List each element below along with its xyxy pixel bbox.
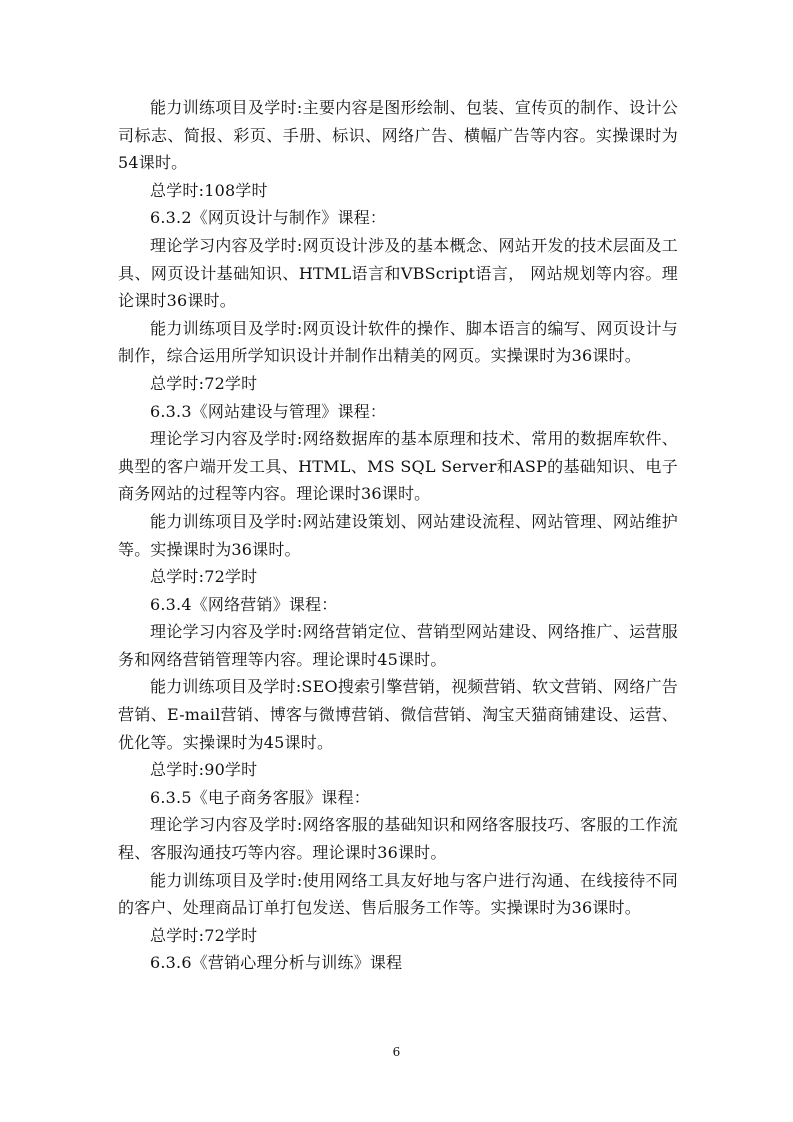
paragraph-network-marketing-total: 总学时:90学时 — [150, 760, 258, 780]
paragraph-website-building-total: 总学时:72学时 — [150, 567, 258, 587]
paragraph-network-marketing-theory: 理论学习内容及学时:网络营销定位、营销型网站建设、网络推广、运营服务和网络营销管理等内容。理论课时45课时。 — [118, 622, 678, 669]
paragraph-network-marketing-practice: 能力训练项目及学时:SEO搜索引擎营销，视频营销、软文营销、网络广告营销、E-mail营销、博客与微博营销、微信营销、淘宝天猫商铺建设、运营、优化等。实操课时为45课时。 — [118, 677, 678, 752]
heading-course-ecommerce-service: 6.3.5《电子商务客服》课程： — [150, 787, 370, 807]
paragraph-course-1-total: 总学时:108学时 — [150, 180, 268, 200]
paragraph-web-design-total: 总学时:72学时 — [150, 373, 258, 393]
paragraph-web-design-theory: 理论学习内容及学时:网页设计涉及的基本概念、网站开发的技术层面及工具、网页设计基础知识、HTML语言和VBScript语言， 网站规划等内容。理论课时36课时。 — [118, 235, 678, 311]
paragraph-web-design-practice: 能力训练项目及学时:网页设计软件的操作、脚本语言的编写、网页设计与制作，综合运用所学知识设计并制作出精美的网页。实操课时为36课时。 — [118, 318, 678, 366]
heading-course-marketing-psychology: 6.3.6《营销心理分析与训练》课程 — [150, 953, 403, 973]
paragraph-ecommerce-service-theory: 理论学习内容及学时:网络客服的基础知识和网络客服技巧、客服的工作流程、客服沟通技巧等内容。理论课时36课时。 — [118, 815, 678, 863]
heading-course-network-marketing: 6.3.4《网络营销》课程： — [150, 594, 338, 614]
heading-course-web-design: 6.3.2《网页设计与制作》课程： — [150, 208, 387, 228]
heading-course-website-building: 6.3.3《网站建设与管理》课程： — [150, 401, 387, 421]
paragraph-course-1-practice: 能力训练项目及学时:主要内容是图形绘制、包装、宣传页的制作、设计公司标志、简报、彩页、手册、标识、网络广告、横幅广告等内容。实操课时为54课时。 — [118, 98, 678, 173]
page-body — [118, 94, 678, 977]
paragraph-website-building-practice: 能力训练项目及学时:网站建设策划、网站建设流程、网站管理、网站维护等。实操课时为36课时。 — [118, 511, 678, 559]
paragraph-ecommerce-service-total: 总学时:72学时 — [150, 925, 258, 945]
page-number: 6 — [392, 1045, 401, 1059]
paragraph-website-building-theory: 理论学习内容及学时:网络数据库的基本原理和技术、常用的数据库软件、典型的客户端开发工具、HTML、MS SQL Server和ASP的基础知识、电子商务网站的过程等内容。理论课时36课时。 — [118, 429, 678, 504]
paragraph-ecommerce-service-practice: 能力训练项目及学时:使用网络工具友好地与客户进行沟通、在线接待不同的客户、处理商品订单打包发送、售后服务工作等。实操课时为36课时。 — [118, 870, 678, 918]
